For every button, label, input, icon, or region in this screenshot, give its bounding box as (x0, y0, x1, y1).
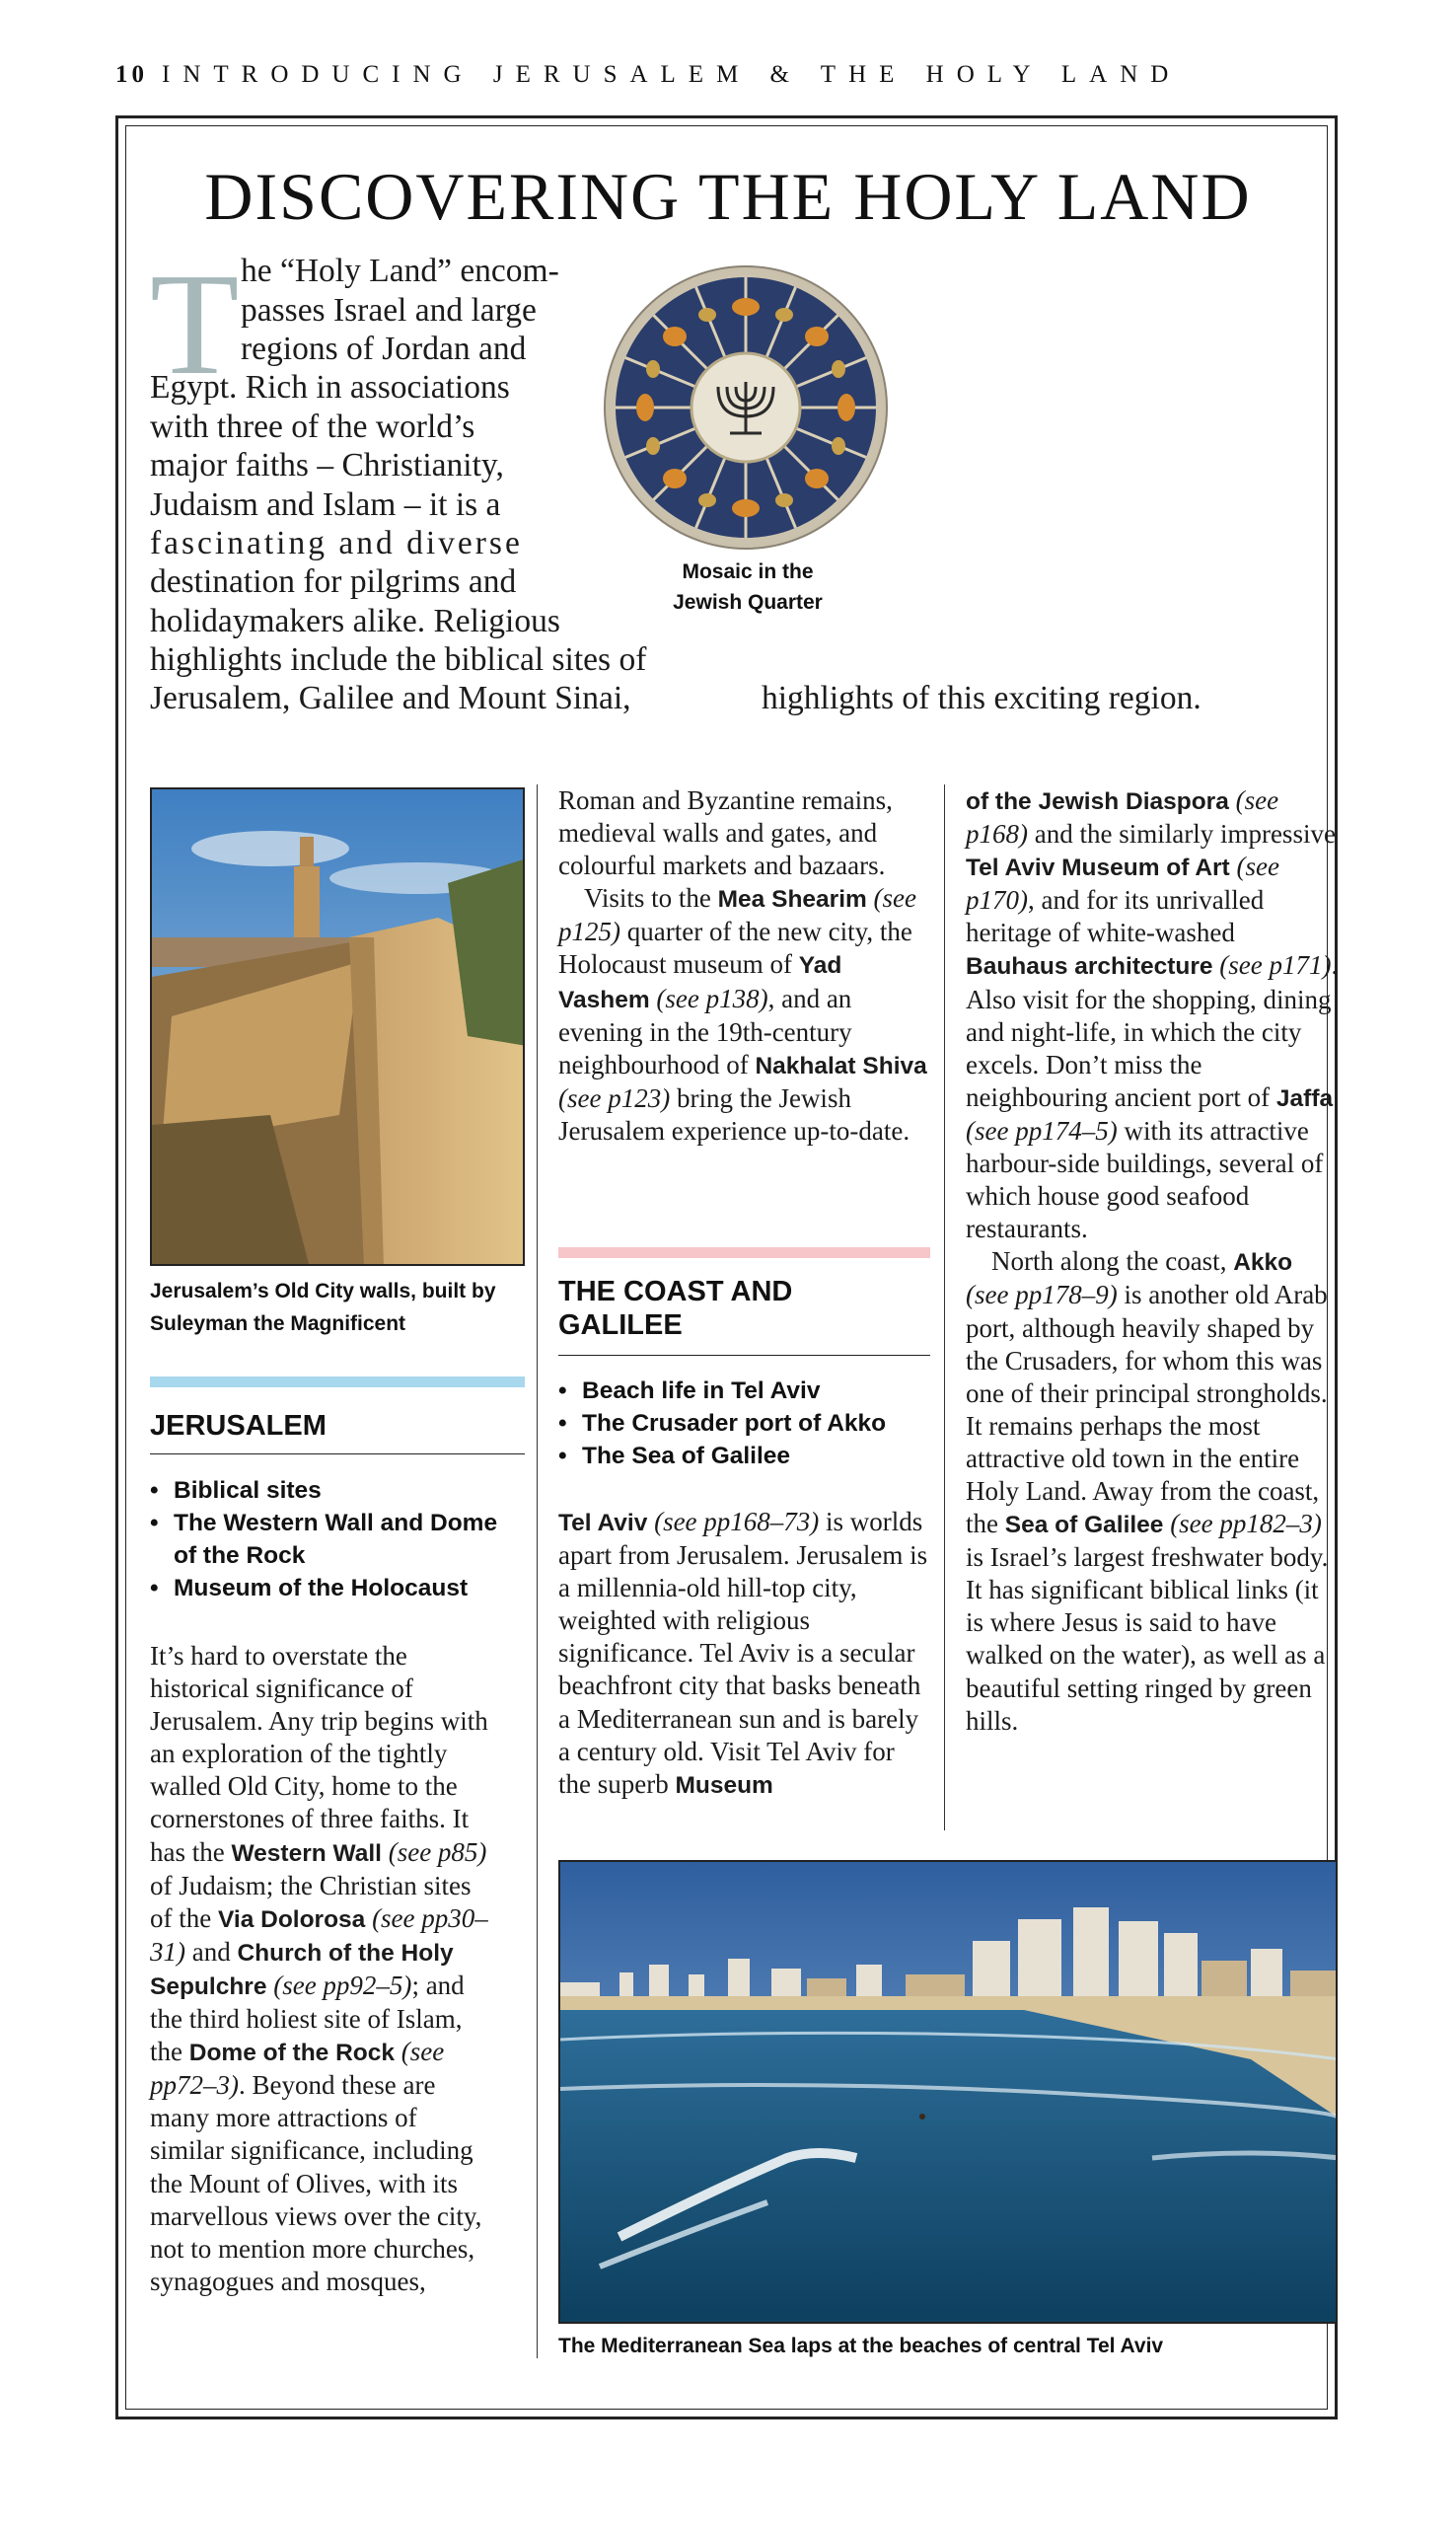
tel-aviv-beach-photo (558, 1860, 1338, 2324)
jerusalem-paragraph-1-continued: Roman and Byzantine remains, medieval walls and gates, and colourful markets and bazaars. Visits to the Mea Shearim (see p125) quarter of the new city, the Holocaust museum of Yad Vashem (see p138), and an evening in the 19th-century neighbourhood of Nakhalat Shiva (see p123) bring the Jewish Jerusalem experience up-to-date. (558, 785, 927, 1146)
mosaic-caption: Mosaic in the Jewish Quarter (673, 560, 823, 614)
drop-cap: T (150, 244, 240, 406)
intro-left-line: Egypt. Rich in associations (150, 369, 510, 406)
coast-heading: THE COAST AND GALILEE (558, 1276, 793, 1341)
coast-highlights-list (558, 1375, 930, 1472)
column-rule-left (537, 784, 538, 2358)
list-item: • Beach life in Tel Aviv (558, 1375, 930, 1407)
running-title: INTRODUCING JERUSALEM & THE HOLY LAND (162, 61, 1182, 88)
tel-aviv-caption: The Mediterranean Sea laps at the beaches of central Tel Aviv (558, 2335, 1164, 2357)
coast-heading-rule (558, 1355, 930, 1356)
list-item: • Biblical sites (150, 1474, 525, 1507)
intro-left-line: Judaism and Islam – it is a (150, 486, 501, 523)
coast-paragraph-1: Tel Aviv (see pp168–73) is worlds apart from Jerusalem. Jerusalem is a millennia-old hill-top city, weighted with religious significance. Tel Aviv is a secular beachfront city that basks beneath a Mediterranean sun and is barely a century old. Visit Tel Aviv for the superb Museum (558, 1507, 928, 1799)
list-item: • The Sea of Galilee (558, 1440, 930, 1472)
list-item: • The Crusader port of Akko (558, 1407, 930, 1440)
intro-left-line: he “Holy Land” encom- (241, 253, 559, 289)
mosaic-medallion-image (602, 263, 890, 552)
coast-section-bar (558, 1247, 930, 1258)
running-header (115, 61, 1181, 89)
jerusalem-highlights-list (150, 1474, 525, 1604)
intro-left-line: highlights include the biblical sites of (150, 641, 647, 678)
page-number: 10 (115, 61, 148, 88)
list-item: • Museum of the Holocaust (150, 1572, 525, 1604)
old-city-walls-photo (150, 787, 525, 1266)
intro-left-line: with three of the world’s (150, 409, 475, 445)
column-rule-right (944, 784, 945, 1830)
intro-left-line: destination for pilgrims and (150, 563, 517, 600)
jerusalem-section-bar (150, 1376, 525, 1387)
intro-right-line: highlights of this exciting region. (762, 680, 1201, 716)
intro-left-line: fascinating and diverse (150, 525, 523, 561)
page-title: DISCOVERING THE HOLY LAND (204, 159, 1252, 234)
coast-paragraph-1-continued: of the Jewish Diaspora (see p168) and the similarly impressive Tel Aviv Museum of Art (see p170), and for its unrivalled heritage of white-washed Bauhaus architecture (see p171). Also visit for the shopping, dining and night-life, in which the city excels. Don’t miss the neighbouring ancient port of Jaffa (see pp174–5) with its attractive harbour-side buildings, several of which house good seafood restaurants. North along the coast, Akko (see pp178–9) is another old Arab port, although heavily shaped by the Crusaders, for whom this was one of their principal strongholds. It remains perhaps the most attractive old town in the entire Holy Land. Away from the coast, the Sea of Galilee (see pp182–3) is Israel’s largest freshwater body. It has significant biblical links (it is where Jesus is said to have walked on the water), as well as a beautiful setting ringed by green hills. (966, 785, 1339, 1736)
intro-left-line: Jerusalem, Galilee and Mount Sinai, (150, 680, 631, 716)
intro-left-line: holidaymakers alike. Religious (150, 603, 560, 639)
list-item: • The Western Wall and Dome of the Rock (150, 1507, 525, 1572)
intro-left-line: regions of Jordan and (241, 331, 527, 367)
jerusalem-heading-rule (150, 1453, 525, 1454)
old-city-caption: Jerusalem’s Old City walls, built by Suleyman the Magnificent (150, 1280, 496, 1335)
intro-left-line: major faiths – Christianity, (150, 447, 504, 483)
jerusalem-paragraph-1: It’s hard to overstate the historical significance of Jerusalem. Any trip begins with an exploration of the tightly walled Old City, home to the cornerstones of three faiths. It has the Western Wall (see p85) of Judaism; the Christian sites of the Via Dolorosa (see pp30–31) and Church of the Holy Sepulchre (see pp92–5); and the third holiest site of Islam, the Dome of the Rock (see pp72–3). Beyond these are many more attractions of similar significance, including the Mount of Olives, with its marvellous views over the city, not to mention more churches, synagogues and mosques, (150, 1641, 488, 2296)
jerusalem-heading: JERUSALEM (150, 1410, 327, 1442)
intro-left-line: passes Israel and large (241, 292, 537, 329)
